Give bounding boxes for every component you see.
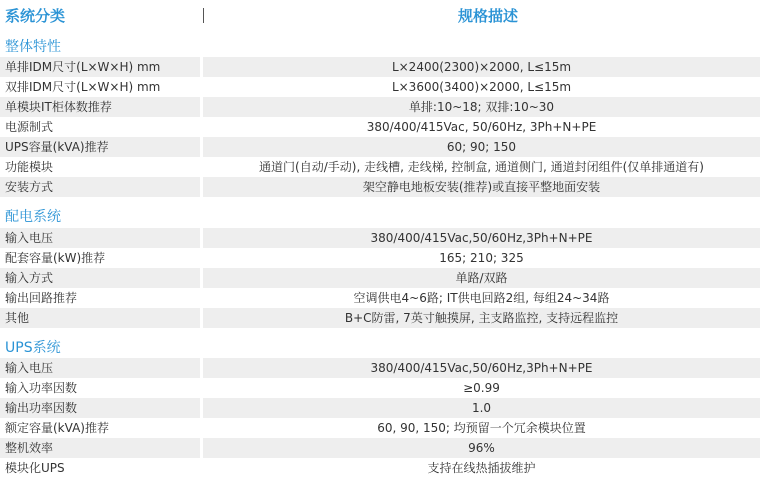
row-label: 单排IDM尺寸(L×W×H) mm — [5, 60, 161, 74]
row-label: 其他 — [5, 311, 30, 325]
row-value: 60; 90; 150 — [203, 137, 760, 157]
table-row — [0, 77, 760, 97]
row-label: 模块化UPS — [5, 461, 65, 475]
row-value: 165; 210; 325 — [439, 251, 524, 265]
row-label: 单模块IT柜体数推荐 — [5, 100, 112, 114]
row-label: 输入方式 — [5, 271, 54, 285]
table-row — [0, 268, 760, 288]
row-label: 安装方式 — [5, 180, 54, 194]
row-value: L×3600(3400)×2000, L≤15m — [391, 80, 572, 94]
row-value: L×2400(2300)×2000, L≤15m — [203, 57, 760, 77]
table-row — [0, 57, 760, 77]
row-label: 整机效率 — [5, 441, 54, 455]
row-label: 功能模块 — [5, 160, 54, 174]
row-shade — [0, 308, 200, 328]
row-label: 输出功率因数 — [5, 401, 78, 415]
table-row — [0, 418, 760, 438]
table-row — [0, 308, 760, 328]
table-row — [0, 177, 760, 197]
row-label: 输出回路推荐 — [5, 291, 78, 305]
row-label: 输入电压 — [5, 361, 54, 375]
row-label: UPS容量(kVA)推荐 — [5, 140, 109, 154]
table-row — [0, 97, 760, 117]
row-value: 380/400/415Vac,50/60Hz,3Ph+N+PE — [203, 228, 760, 248]
row-value: 架空静电地板安装(推荐)或直接平整地面安装 — [203, 177, 760, 197]
row-value: 1.0 — [203, 398, 760, 418]
column-header-category: 系统分类 — [5, 7, 66, 25]
table-row — [0, 458, 760, 478]
row-label: 电源制式 — [5, 120, 54, 134]
table-row — [0, 378, 760, 398]
table-row — [0, 117, 760, 137]
row-label: 额定容量(kVA)推荐 — [5, 421, 109, 435]
row-label: 输入功率因数 — [5, 381, 78, 395]
row-label: 配套容量(kW)推荐 — [5, 251, 106, 265]
row-value: 支持在线热插拔维护 — [427, 461, 536, 475]
table-header — [0, 0, 760, 30]
row-value: B+C防雷, 7英寸触摸屏, 主支路监控, 支持远程监控 — [203, 308, 760, 328]
table-row — [0, 438, 760, 458]
row-value: 380/400/415Vac, 50/60Hz, 3Ph+N+PE — [366, 120, 597, 134]
table-row — [0, 228, 760, 248]
section-title-ups: UPS系统 — [5, 340, 61, 356]
section-title-overall: 整体特性 — [5, 39, 61, 55]
row-value: 单路/双路 — [203, 268, 760, 288]
row-value: 60, 90, 150; 均预留一个冗余模块位置 — [377, 421, 586, 435]
row-value: ≥0.99 — [463, 381, 500, 395]
table-row — [0, 137, 760, 157]
section-title-power-distribution: 配电系统 — [5, 209, 61, 225]
table-row — [0, 157, 760, 177]
row-value: 单排:10~18; 双排:10~30 — [203, 97, 760, 117]
table-row — [0, 398, 760, 418]
table-row — [0, 358, 760, 378]
table-row — [0, 288, 760, 308]
column-header-spec: 规格描述 — [457, 7, 518, 25]
row-value: 空调供电4~6路; IT供电回路2组, 每组24~34路 — [353, 291, 610, 305]
table-row — [0, 248, 760, 268]
row-label: 输入电压 — [5, 231, 54, 245]
row-label: 双排IDM尺寸(L×W×H) mm — [5, 80, 161, 94]
row-value: 380/400/415Vac,50/60Hz,3Ph+N+PE — [203, 358, 760, 378]
row-value: 96% — [203, 438, 760, 458]
row-value: 通道门(自动/手动), 走线槽, 走线梯, 控制盒, 通道侧门, 通道封闭组件(仅单排通道有) — [259, 160, 704, 174]
